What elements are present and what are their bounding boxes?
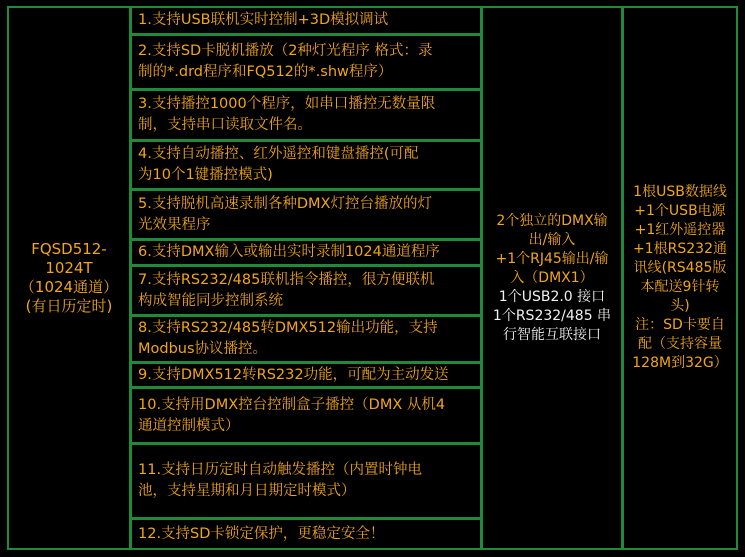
accessory-line: 注：SD卡要自: [635, 317, 725, 333]
accessory-line: 头): [670, 298, 690, 314]
feature-text: 7.支持RS232/485联机指令播控，很方便联机: [138, 271, 435, 288]
feature-row-6: [130, 239, 482, 266]
model-line: FQSD512-: [31, 240, 107, 258]
feature-text: 6.支持DMX输入或输出实时录制1024通道程序: [138, 244, 440, 260]
feature-row-2: [130, 34, 482, 90]
accessory-line: +1红外遥控器: [634, 222, 726, 238]
accessory-line: +1个USB电源: [634, 203, 726, 219]
feature-text: 制，支持串口读取文件名。: [138, 117, 312, 133]
feature-row-8: [130, 315, 482, 363]
feature-text: 8.支持RS232/485转DMX512输出功能，支持: [138, 320, 438, 336]
feature-row-1: [130, 6, 482, 35]
io-line: 1个RS232/485 串: [492, 307, 612, 324]
io-line: +1个RJ45输出/输: [495, 250, 609, 267]
feature-text: 3.支持播控1000个程序，如串口播控无数量限: [138, 96, 436, 112]
feature-row-7: [130, 265, 482, 316]
feature-row-9: [130, 362, 482, 388]
io-line: 1个USB2.0 接口: [498, 288, 606, 305]
feature-text: 制的*.drd程序和FQ512的*.shw程序）: [138, 64, 393, 80]
io-line: 行智能互联接口: [502, 326, 601, 343]
feature-row-10: [130, 387, 482, 444]
feature-text: Modbus协议播控。: [138, 341, 268, 357]
feature-text: 1.支持USB联机实时控制+3D模拟调试: [138, 12, 389, 28]
feature-row-5: [130, 189, 482, 240]
accessory-line: 讯线(RS485版: [633, 260, 727, 276]
accessories-cell: [622, 6, 738, 550]
feature-text: 通道控制模式）: [138, 417, 240, 434]
feature-text: 5.支持脱机高速录制各种DMX灯控台播放的灯: [138, 195, 432, 212]
io-line: 出/输入: [528, 231, 576, 248]
accessory-line: +1根RS232通: [633, 241, 727, 257]
feature-text: 为10个1键播控模式): [138, 167, 273, 183]
io-line: 2个独立的DMX输: [496, 212, 608, 229]
model-line: (有日历定时): [25, 297, 113, 315]
feature-row-11: [130, 443, 482, 519]
feature-text: 9.支持DMX512转RS232功能，可配为主动发送: [138, 366, 449, 383]
model-cell: [7, 6, 131, 550]
feature-row-4: [130, 140, 482, 190]
accessory-line: 本配送9针转: [640, 279, 720, 295]
io-line: 入（DMX1）: [510, 269, 594, 286]
feature-text: 光效果程序: [138, 216, 211, 233]
feature-text: 12.支持SD卡锁定保护，更稳定安全！: [138, 525, 385, 542]
feature-text: 4.支持自动播控、红外遥控和键盘播控(可配: [138, 146, 419, 162]
feature-text: 11.支持日历定时自动触发播控（内置时钟电: [138, 462, 423, 478]
accessory-line: 128M到32G）: [632, 355, 728, 371]
feature-row-12: [130, 518, 482, 550]
accessory-line: 1根USB数据线: [633, 184, 727, 200]
model-line: 1024T: [45, 259, 93, 277]
feature-text: 10.支持用DMX控台控制盒子播控（DMX 从机4: [138, 396, 446, 413]
feature-text: 构成智能同步控制系统: [138, 292, 283, 309]
accessory-line: 配（支持容量: [638, 336, 722, 352]
feature-row-3: [130, 89, 482, 141]
io-cell: [481, 6, 623, 550]
feature-text: 2.支持SD卡脱机播放（2种灯光程序 格式：录: [138, 43, 433, 59]
feature-text: 池，支持星期和月日期定时模式）: [138, 483, 356, 499]
model-line: （1024通道）: [19, 278, 119, 296]
